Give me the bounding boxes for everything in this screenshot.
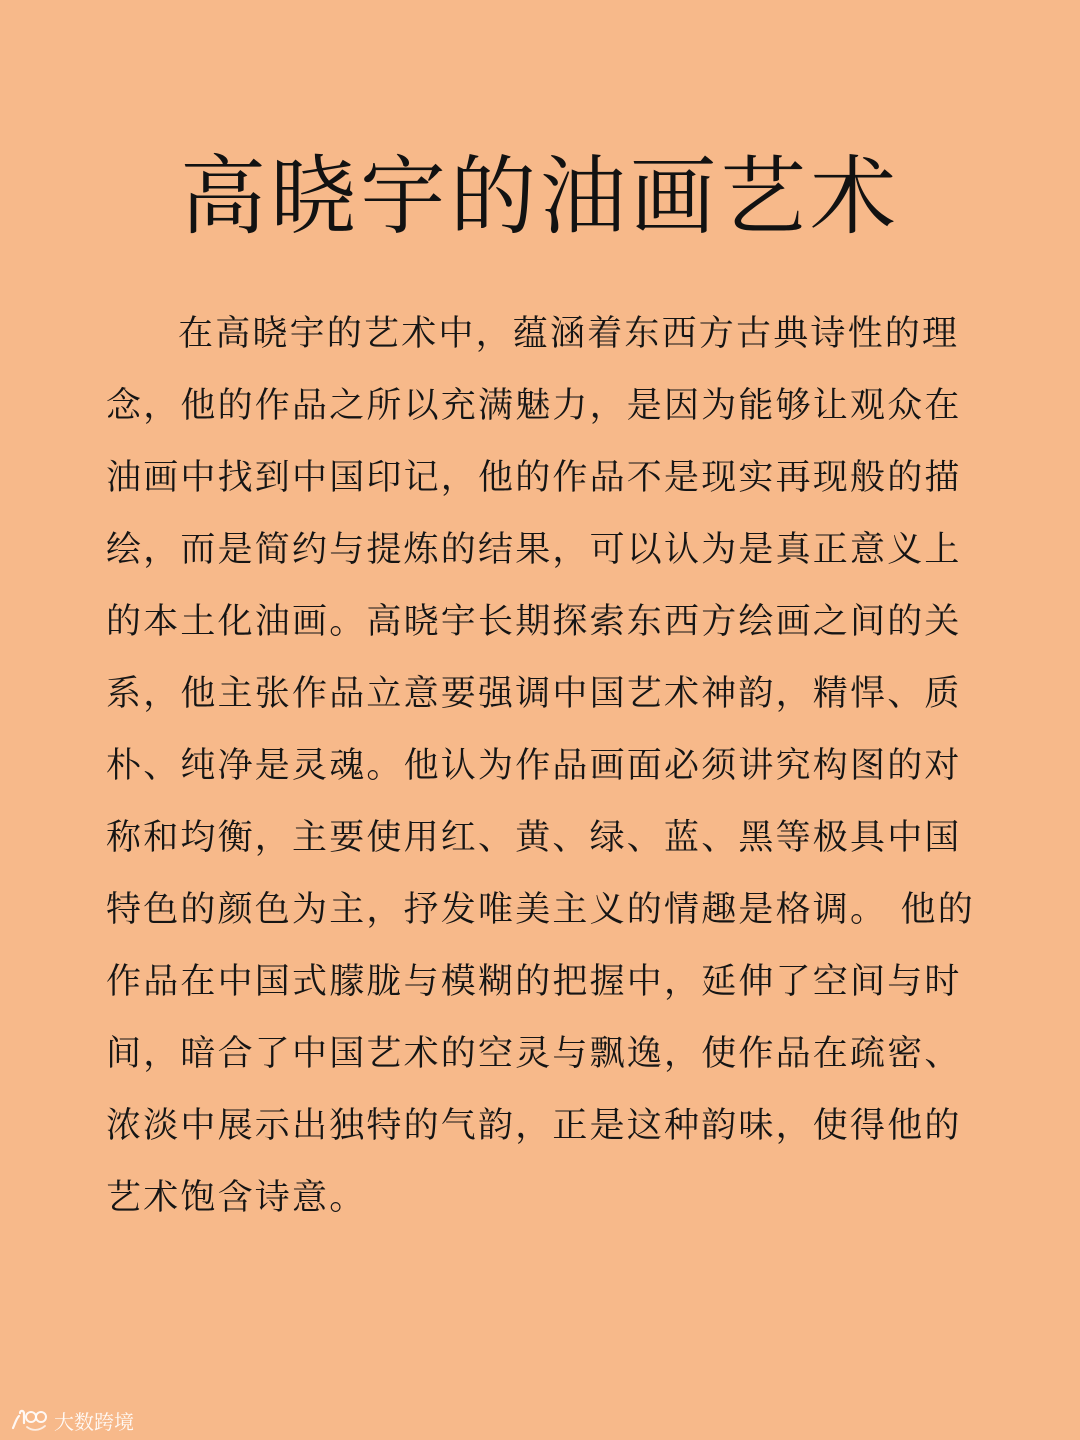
article-line-8: 称和均衡，主要使用红、黄、绿、蓝、黑等极具中国 [106, 818, 962, 858]
article-line-9: 特色的颜色为主，抒发唯美主义的情趣是格调。 他的 [106, 890, 975, 930]
article-line-13: 艺术饱含诗意。 [106, 1178, 367, 1218]
article-line-10: 作品在中国式朦胧与模糊的把握中，延伸了空间与时 [106, 962, 962, 1002]
article-line-11: 间，暗合了中国艺术的空灵与飘逸，使作品在疏密、 [106, 1034, 962, 1074]
article-line-3: 油画中找到中国印记，他的作品不是现实再现般的描 [106, 458, 962, 498]
article-title: 高晓宇的油画艺术 [180, 147, 900, 247]
article-line-7: 朴、纯净是灵魂。他认为作品画面必须讲究构图的对 [106, 746, 962, 786]
watermark-text: 大数跨境 [54, 1409, 134, 1434]
watermark [10, 1402, 134, 1438]
article-body [106, 298, 976, 1234]
article-line-6: 系，他主张作品立意要强调中国艺术神韵，精悍、质 [106, 674, 962, 714]
article-line-5: 的本土化油画。高晓宇长期探索东西方绘画之间的关 [106, 602, 962, 642]
article-line-1: 在高晓宇的艺术中，蕴涵着东西方古典诗性的理 [178, 314, 960, 354]
article-line-4: 绘，而是简约与提炼的结果，可以认为是真正意义上 [106, 530, 962, 570]
article-line-2: 念，他的作品之所以充满魅力，是因为能够让观众在 [106, 386, 962, 426]
watermark-logo-icon [10, 1406, 48, 1434]
article-line-12: 浓淡中展示出独特的气韵，正是这种韵味，使得他的 [106, 1106, 962, 1146]
